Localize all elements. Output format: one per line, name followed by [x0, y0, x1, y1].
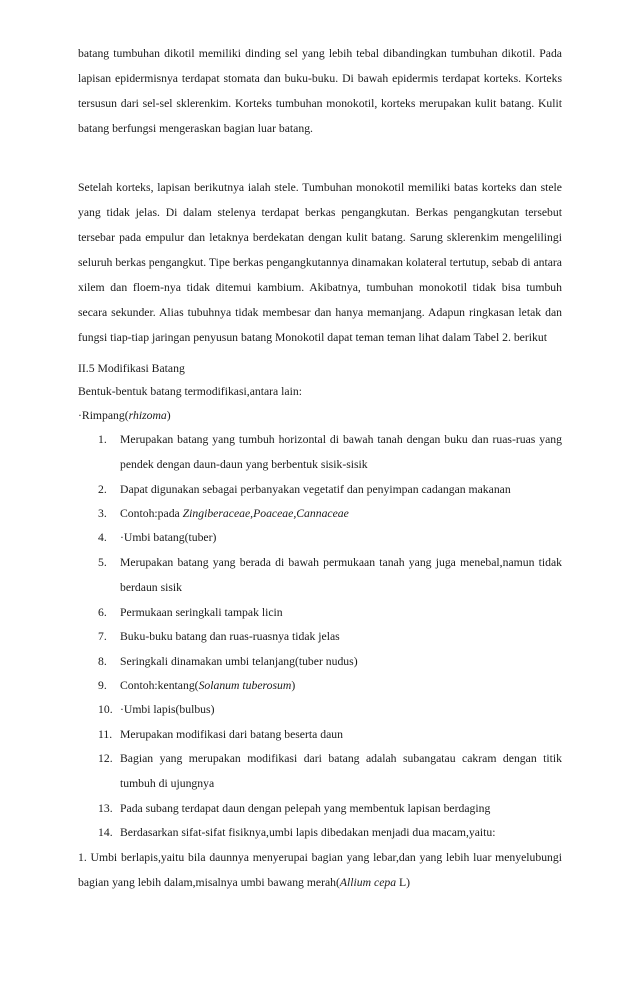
closing-prefix: 1. Umbi berlapis,yaitu bila daunnya menyerupai bagian yang lebar,dan yang lebih luar menyelubungi bagian yang lebih dalam,misalnya umbi bawang merah(	[78, 851, 562, 889]
list-text: Dapat digunakan sebagai perbanyakan vegetatif dan penyimpan cadangan makanan	[120, 483, 511, 496]
list-text: Bagian yang merupakan modifikasi dari batang adalah subangatau cakram dengan titik tumbuh di ujungnya	[120, 752, 562, 790]
list-text-suffix: )	[291, 679, 296, 692]
list-text: Seringkali dinamakan umbi telanjang(tuber nudus)	[120, 655, 358, 668]
list-number: 5.	[98, 556, 107, 569]
list-number: 8.	[98, 655, 107, 668]
list-number: 9.	[98, 679, 107, 692]
list-text	[120, 673, 562, 698]
list-text-prefix: Contoh:kentang(	[120, 679, 199, 692]
list-number: 11.	[98, 728, 113, 741]
list-number: 7.	[98, 630, 107, 643]
closing-italic: Allium cepa	[339, 876, 397, 889]
rhizome-italic: rhizoma	[128, 409, 167, 422]
paragraph-korteks: batang tumbuhan dikotil memiliki dinding sel yang lebih tebal dibandingkan tumbuhan dikotil. Pada lapisan epidermisnya terdapat stomata dan buku-buku. Di bawah epidermis terdapat korteks. Korteks tersusun dari sel-sel sklerenkim. Korteks tumbuhan monokotil, korteks merupakan kulit batang. Kulit batang berfungsi mengeraskan bagian luar batang.	[78, 47, 562, 135]
list-number: 12.	[98, 752, 113, 765]
list-number: 10.	[98, 703, 113, 716]
list-text-italic: Solanum tuberosum	[198, 679, 292, 692]
closing-suffix: L)	[396, 876, 411, 889]
rhizome-label	[78, 403, 171, 428]
paragraph-stele: Setelah korteks, lapisan berikutnya ialah stele. Tumbuhan monokotil memiliki batas korteks dan stele yang tidak jelas. Di dalam stelenya terdapat berkas pengangkutan. Berkas pengangkutan tersebut tersebar pada empulur dan letaknya berdekatan dengan kulit batang. Sarung sklerenkim mengelilingi seluruh berkas pengangkut. Tipe berkas pengangkutannya dinamakan kolateral tertutup, sebab di antara xilem dan floem-nya tidak ditemui kambium. Akibatnya, tumbuhan monokotil tidak bisa tumbuh secara sekunder. Alias tubuhnya tidak membesar dan hanya memanjang. Adapun ringkasan letak dan fungsi tiap-tiap jaringan penyusun batang Monokotil dapat teman teman lihat dalam Tabel 2. berikut	[78, 181, 562, 344]
rhizome-suffix: )	[166, 409, 171, 422]
list-text: Pada subang terdapat daun dengan pelepah yang membentuk lapisan berdaging	[120, 802, 491, 815]
closing-paragraph	[78, 845, 562, 895]
list-text-prefix: Contoh:pada	[120, 507, 183, 520]
list-text: ·Umbi batang(tuber)	[120, 531, 217, 544]
list-text: Permukaan seringkali tampak licin	[120, 606, 283, 619]
rhizome-prefix: ·Rimpang(	[78, 409, 129, 422]
list-text-italic: Zingiberaceae,Poaceae,Cannaceae	[182, 507, 349, 520]
list-text: Merupakan modifikasi dari batang beserta daun	[120, 728, 343, 741]
list-text: Merupakan batang yang tumbuh horizontal di bawah tanah dengan buku dan ruas-ruas yang pendek dengan daun-daun yang berbentuk sisik-sisik	[120, 433, 562, 471]
list-number: 4.	[98, 531, 107, 544]
list-number: 1.	[98, 433, 107, 446]
list-number: 13.	[98, 802, 113, 815]
list-text: Buku-buku batang dan ruas-ruasnya tidak jelas	[120, 630, 340, 643]
list-text	[120, 501, 562, 526]
section-heading: II.5 Modifikasi Batang	[78, 362, 185, 375]
list-number: 3.	[98, 507, 107, 520]
list-number: 6.	[98, 606, 107, 619]
list-text: Merupakan batang yang berada di bawah permukaan tanah yang juga menebal,namun tidak berdaun sisik	[120, 556, 562, 594]
intro-line: Bentuk-bentuk batang termodifikasi,antara lain:	[78, 385, 302, 398]
list-text: ·Umbi lapis(bulbus)	[120, 703, 215, 716]
list-number: 14.	[98, 826, 113, 839]
list-text: Berdasarkan sifat-sifat fisiknya,umbi lapis dibedakan menjadi dua macam,yaitu:	[120, 826, 496, 839]
list-number: 2.	[98, 483, 107, 496]
